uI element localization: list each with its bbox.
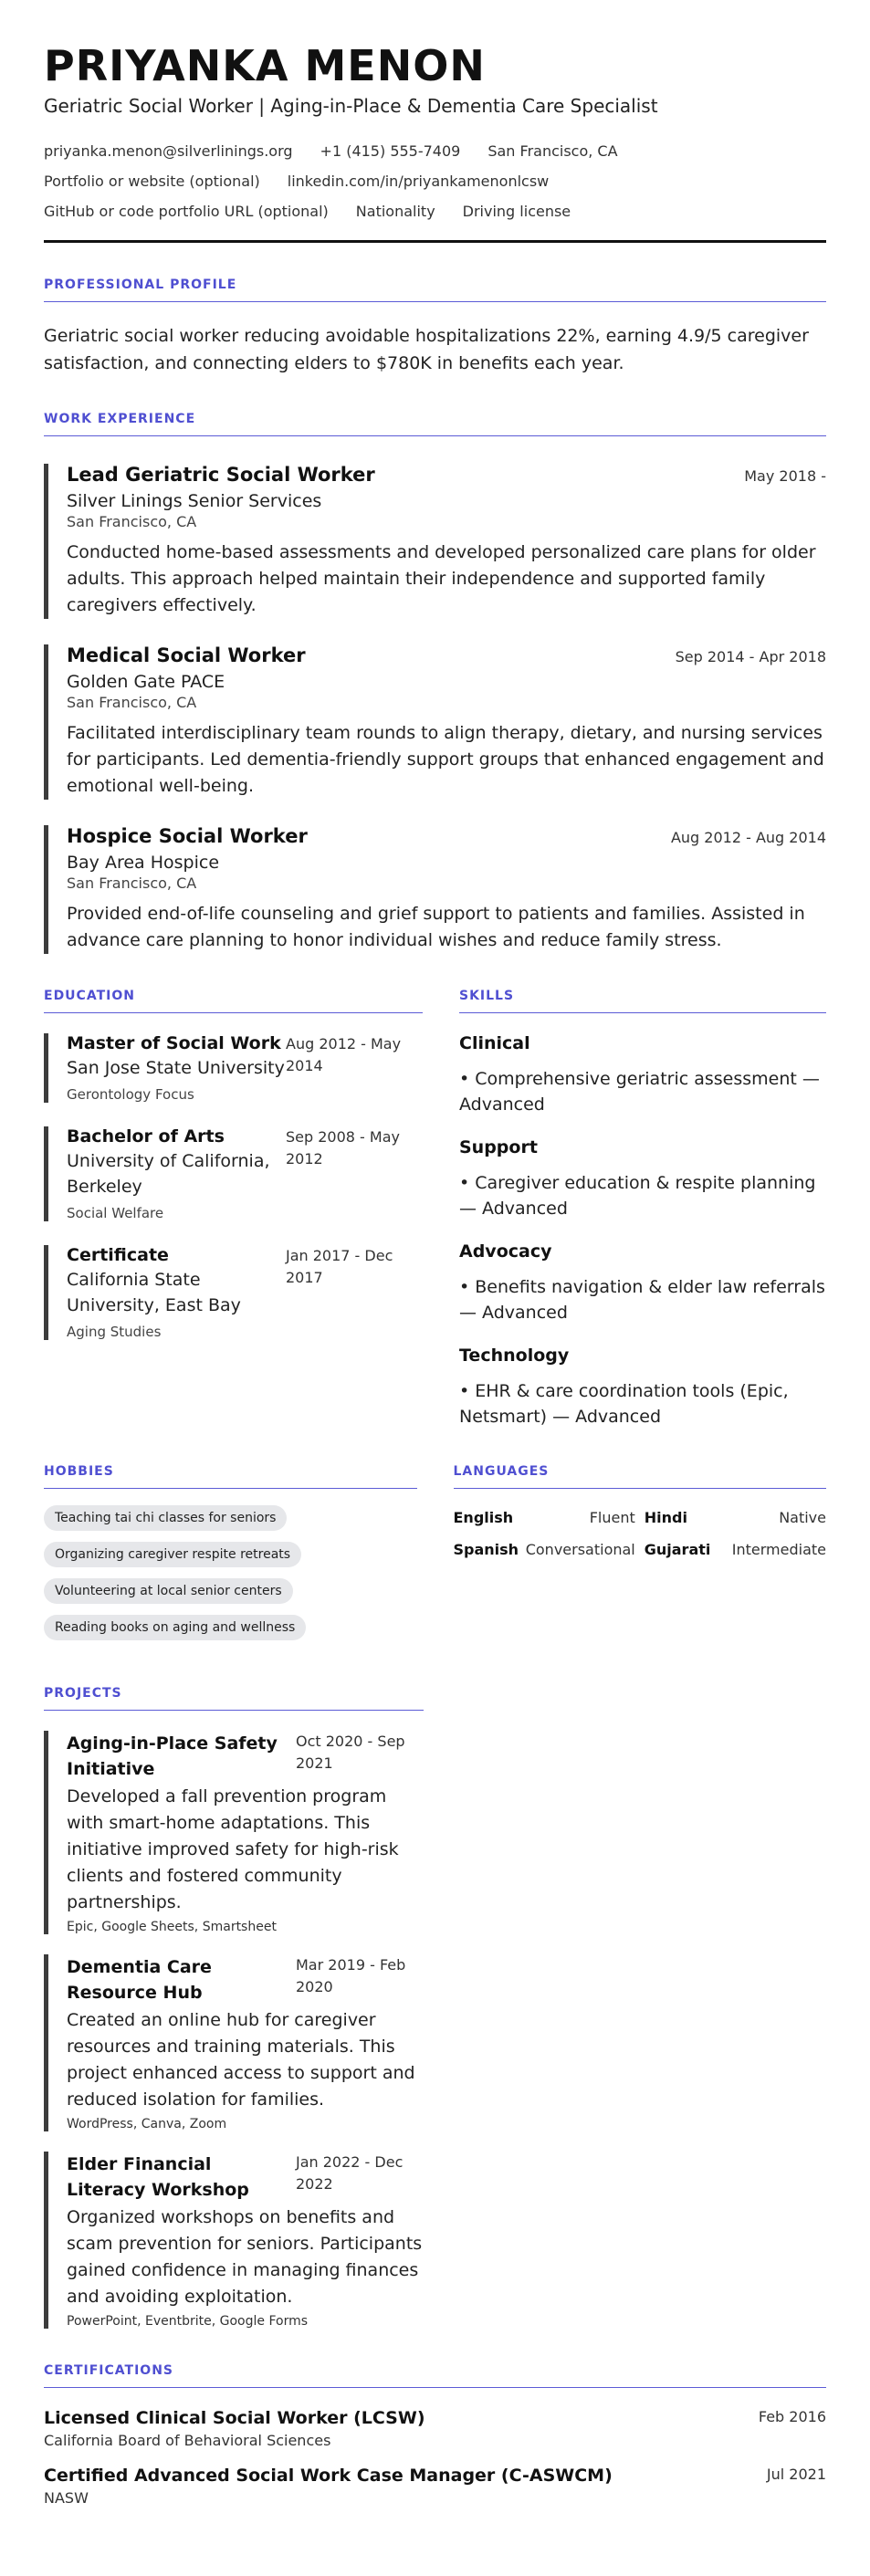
job-title: Medical Social Worker (67, 644, 306, 666)
hobbies-languages-row (44, 1464, 826, 1651)
job-entry (44, 825, 826, 954)
driving-license: Driving license (462, 203, 571, 220)
projects-section (44, 1686, 424, 2329)
education-dates: Aug 2012 - May 2014 (286, 1035, 402, 1074)
education-entry (44, 1126, 423, 1221)
project-description: Organized workshops on benefits and scam prevention for seniors. Participants gained confidence in managing finances and avoiding exploitation. (67, 2207, 423, 2307)
education-dates: Sep 2008 - May 2012 (286, 1128, 400, 1168)
project-title: Dementia Care Resource Hub (67, 1957, 212, 2003)
certification-name: Licensed Clinical Social Worker (LCSW) (44, 2408, 425, 2428)
education-dates: Jan 2017 - Dec 2017 (286, 1247, 393, 1286)
candidate-name: PRIYANKA MENON (44, 41, 486, 90)
field-of-study: Social Welfare (67, 1205, 164, 1221)
job-dates: May 2018 - (744, 467, 826, 485)
education-entry (44, 1033, 423, 1103)
job-company: Silver Linings Senior Services (67, 491, 322, 511)
language-name: English (453, 1509, 514, 1526)
project-description: Developed a fall prevention program with smart-home adaptations. This initiative improved safety for high-risk clients and fostered community partnerships. (67, 1786, 399, 1912)
email-link[interactable]: priyanka.menon@silverlinings.org (44, 142, 293, 160)
project-tools: Epic, Google Sheets, Smartsheet (67, 1920, 277, 1934)
section-title-profile: PROFESSIONAL PROFILE (44, 277, 826, 302)
portfolio-link[interactable]: Portfolio or website (optional) (44, 173, 260, 190)
language-level: Conversational (525, 1541, 635, 1558)
degree: Master of Social Work (67, 1033, 281, 1053)
language-name: Hindi (644, 1509, 687, 1526)
project-title: Aging-in-Place Safety Initiative (67, 1733, 278, 1779)
skills-section (459, 989, 826, 1429)
headline: Geriatric Social Worker | Aging-in-Place & Dementia Care Specialist (44, 95, 658, 117)
job-dates: Sep 2014 - Apr 2018 (675, 648, 826, 665)
language-entry (454, 1541, 635, 1558)
hobby-chip: Volunteering at local senior centers (44, 1578, 293, 1604)
project-tools: PowerPoint, Eventbrite, Google Forms (67, 2314, 309, 2329)
job-entry (44, 464, 826, 619)
skill-category: Support (459, 1137, 538, 1157)
section-title-certifications: CERTIFICATIONS (44, 2363, 826, 2388)
hobbies-section (44, 1464, 417, 1651)
section-title-experience: WORK EXPERIENCE (44, 412, 826, 436)
project-dates: Mar 2019 - Feb 2020 (296, 1956, 406, 1995)
certification-date: Feb 2016 (758, 2408, 826, 2425)
skill-item: • Comprehensive geriatric assessment — Advanced (459, 1069, 820, 1115)
certification-date: Jul 2021 (766, 2466, 826, 2483)
project-tools: WordPress, Canva, Zoom (67, 2117, 227, 2131)
section-title-hobbies: HOBBIES (44, 1464, 417, 1489)
skill-item: • Benefits navigation & elder law referrals — Advanced (459, 1277, 825, 1323)
certification-name: Certified Advanced Social Work Case Manager (C-ASWCM) (44, 2466, 613, 2486)
job-company: Bay Area Hospice (67, 853, 220, 873)
certification-entry (44, 2466, 826, 2507)
skill-category: Advocacy (459, 1241, 552, 1262)
section-title-projects: PROJECTS (44, 1686, 424, 1711)
certification-issuer: NASW (44, 2489, 89, 2507)
project-dates: Jan 2022 - Dec 2022 (296, 2153, 404, 2193)
job-company: Golden Gate PACE (67, 672, 225, 692)
section-title-languages: LANGUAGES (454, 1464, 827, 1489)
job-location: San Francisco, CA (67, 513, 197, 530)
field-of-study: Gerontology Focus (67, 1086, 194, 1103)
profile-section (44, 277, 826, 377)
field-of-study: Aging Studies (67, 1324, 162, 1340)
project-description: Created an online hub for caregiver resources and training materials. This project enhanced access to support and reduced isolation for families. (67, 2010, 415, 2110)
phone-number[interactable]: +1 (415) 555-7409 (320, 142, 461, 160)
job-location: San Francisco, CA (67, 874, 197, 892)
contact-row-2 (44, 173, 826, 190)
school: University of California, Berkeley (67, 1151, 270, 1197)
contact-row-1 (44, 142, 826, 160)
education-skills-row (44, 989, 826, 1429)
section-title-skills: SKILLS (459, 989, 826, 1013)
language-level: Intermediate (731, 1541, 826, 1558)
job-title: Hospice Social Worker (67, 825, 308, 847)
job-description: Facilitated interdisciplinary team rounds to align therapy, dietary, and nursing services for participants. Led dementia-friendly support groups that enhanced engagement and emotional well-being. (67, 723, 824, 796)
education-entry (44, 1245, 423, 1340)
language-level: Native (779, 1509, 826, 1526)
language-level: Fluent (589, 1509, 635, 1526)
project-entry (44, 1731, 424, 1934)
linkedin-link[interactable]: linkedin.com/in/priyankamenonlcsw (287, 173, 550, 190)
experience-section (44, 412, 826, 954)
profile-summary: Geriatric social worker reducing avoidable hospitalizations 22%, earning 4.9/5 caregiver satisfaction, and connecting elders to $780K in benefits each year. (44, 326, 809, 373)
education-section (44, 989, 423, 1429)
skill-category: Clinical (459, 1033, 530, 1053)
language-entry (645, 1509, 826, 1526)
hobby-chip: Teaching tai chi classes for seniors (44, 1505, 287, 1531)
section-title-education: EDUCATION (44, 989, 423, 1013)
certification-issuer: California Board of Behavioral Sciences (44, 2432, 331, 2449)
language-name: Gujarati (644, 1541, 711, 1558)
hobby-chip: Organizing caregiver respite retreats (44, 1542, 301, 1567)
certification-entry (44, 2408, 826, 2449)
job-entry (44, 644, 826, 800)
skill-item: • Caregiver education & respite planning — Advanced (459, 1173, 816, 1219)
language-entry (645, 1541, 826, 1558)
certifications-section (44, 2363, 826, 2507)
job-description: Conducted home-based assessments and developed personalized care plans for older adults. This approach helped maintain their independence and supported family caregivers effectively. (67, 542, 816, 615)
school: San Jose State University (67, 1058, 285, 1078)
nationality: Nationality (355, 203, 435, 220)
location: San Francisco, CA (487, 142, 618, 160)
school: California State University, East Bay (67, 1270, 241, 1315)
project-title: Elder Financial Literacy Workshop (67, 2154, 249, 2200)
hobby-chip: Reading books on aging and wellness (44, 1615, 306, 1640)
job-location: San Francisco, CA (67, 694, 197, 711)
languages-section (454, 1464, 827, 1651)
project-dates: Oct 2020 - Sep 2021 (296, 1733, 405, 1772)
job-description: Provided end-of-life counseling and grief support to patients and families. Assisted in advance care planning to honor individual wishes and reduce family stress. (67, 904, 805, 950)
degree: Bachelor of Arts (67, 1126, 225, 1147)
github-link[interactable]: GitHub or code portfolio URL (optional) (44, 203, 329, 220)
degree: Certificate (67, 1245, 169, 1265)
project-entry (44, 2152, 424, 2329)
language-name: Spanish (453, 1541, 519, 1558)
project-entry (44, 1954, 424, 2131)
header-divider (44, 240, 826, 243)
job-dates: Aug 2012 - Aug 2014 (670, 829, 826, 846)
language-entry (454, 1509, 635, 1526)
skill-category: Technology (459, 1346, 570, 1366)
job-title: Lead Geriatric Social Worker (67, 464, 375, 486)
skill-item: • EHR & care coordination tools (Epic, Netsmart) — Advanced (459, 1381, 789, 1427)
contact-row-3 (44, 203, 826, 220)
